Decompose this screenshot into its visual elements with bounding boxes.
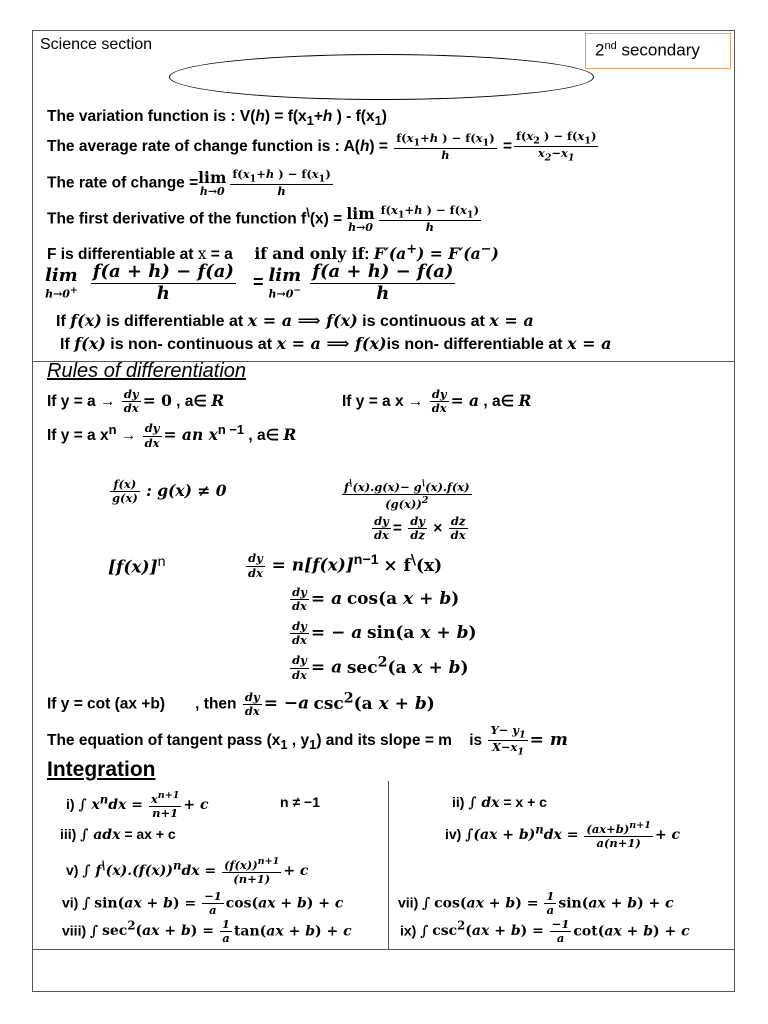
noncontinuous-implies-nondifferentiable: If f(x) is non- continuous at x = a ⟹ f(x)is non- differentiable at x = a bbox=[60, 334, 612, 353]
rule-linear: If y = a x → $\frac{dy}{dx}$ = a , a∈ R bbox=[342, 387, 532, 416]
integral-iv: iv) ∫(ax + b)$^n$dx = $\frac{(ax+b)^{n+1}}{a(n+1)}$ + c bbox=[445, 820, 681, 851]
rules-title: Rules of differentiation bbox=[47, 360, 247, 382]
integral-i: i) ∫ $x^ndx$ = $\frac{x^{n+1}}{n+1}$ + c bbox=[66, 790, 209, 821]
integral-ix: ix) ∫ $\csc^2(ax + b)$ = $\frac{-1}{a}$ cot(ax + b) + c bbox=[400, 917, 690, 946]
first-derivative-definition: The first derivative of the function f\(x) = lim h→0 $\frac{f(x_1+h ) - f(x_1)}{h}$ bbox=[47, 203, 480, 235]
derivative-cos: $\frac{dy}{dx}$ = − a sin(a x + b) bbox=[292, 619, 477, 648]
divider-bottom bbox=[33, 949, 734, 950]
rule-quotient: $\frac{f(x)}{g(x)}$ : g(x) ≠ 0 bbox=[112, 477, 227, 506]
one-sided-limits: lim h→0+ $\frac{f(a + h) - f(a)}{h}$ = lim h→0− $\frac{f(a + h) - f(a)}{h}$ bbox=[45, 261, 454, 304]
variation-function: The variation function is : $V(h) = f(x_1+h$ ) - $f(x_1)$ bbox=[47, 108, 387, 129]
integration-column-divider bbox=[388, 781, 389, 949]
name-oval bbox=[169, 54, 594, 100]
derivative-tan: $\frac{dy}{dx}$ = a $\sec^2(a$ x + b) bbox=[292, 653, 469, 682]
integral-ii: ii) ∫ dx = x + c bbox=[452, 794, 547, 811]
rule-power-of-function: $[f(x)]^n$ bbox=[108, 554, 166, 578]
rule-constant: If y = a → $\frac{dy}{dx}$ = 0 , a∈ R bbox=[47, 387, 225, 416]
differentiable-implies-continuous: If f(x) is differentiable at x = a ⟹ f(x) is continuous at x = a bbox=[56, 311, 534, 330]
power-of-function-derivative: $\frac{dy}{dx}$ = $n[f(x)]^{n-1} \times f^\backslash(x)$ bbox=[248, 551, 443, 580]
integral-iii: iii) ∫ adx = ax + c bbox=[60, 826, 176, 843]
quotient-derivative: $\frac{f^\backslash(x).g(x)- g^\backslash(x).f(x)}{(g(x))^2}$ bbox=[344, 478, 470, 511]
section-title: Science section bbox=[40, 36, 153, 53]
rate-of-change: The rate of change = lim h→0 $\frac{f(x_1+h ) - f(x_1)}{h}$ bbox=[47, 167, 331, 199]
integral-vi: vi) ∫ sin(ax + b) = $\frac{-1}{a}$ cos(ax + b) + c bbox=[62, 889, 344, 918]
derivative-sin: $\frac{dy}{dx}$ = a cos(a x + b) bbox=[292, 585, 460, 614]
differentiability-condition: F is differentiable at x = a if and only if: F′(a+) = F′(a−) bbox=[47, 242, 499, 264]
grade-box bbox=[585, 33, 731, 69]
grade-label: 2nd secondary bbox=[595, 40, 700, 60]
integral-vii: vii) ∫ cos(ax + b) = $\frac{1}{a}$ sin(ax + b) + c bbox=[398, 889, 674, 918]
derivative-cot: If y = cot (ax +b) , then $\frac{dy}{dx}$ = −a $\csc^2(a$ x + b) bbox=[47, 689, 435, 719]
chain-rule: $\frac{dy}{dx}$ = $\frac{dy}{dz}$ × $\frac{dz}{dx}$ bbox=[374, 514, 466, 543]
average-rate-function: The average rate of change function is : A(h) = $\frac{f(x_1+h ) - f(x_1)}{h}$ = $\frac{f(x_2 ) - f(x_1)}{x_2-x_1}$ bbox=[47, 129, 597, 164]
integration-title: Integration bbox=[47, 758, 156, 781]
integral-v: v) ∫ $f^\backslash(x).(f(x))^ndx$ = $\frac{(f(x))^{n+1}}{(n+1)}$ + c bbox=[66, 856, 309, 887]
tangent-equation: The equation of tangent pass ($x_1$ , $y_1$) and its slope = m is $\frac{Y- y_1}{X-x_1}$ = m bbox=[47, 723, 568, 758]
integral-viii: viii) ∫ $\sec^2(ax + b)$ = $\frac{1}{a}$ tan(ax + b) + c bbox=[62, 917, 352, 946]
rule-power: If y = a $x^n$ → $\frac{dy}{dx}$ = an $x^{n -1}$ , a∈ R bbox=[47, 421, 297, 450]
n-condition: n ≠ −1 bbox=[280, 794, 320, 810]
